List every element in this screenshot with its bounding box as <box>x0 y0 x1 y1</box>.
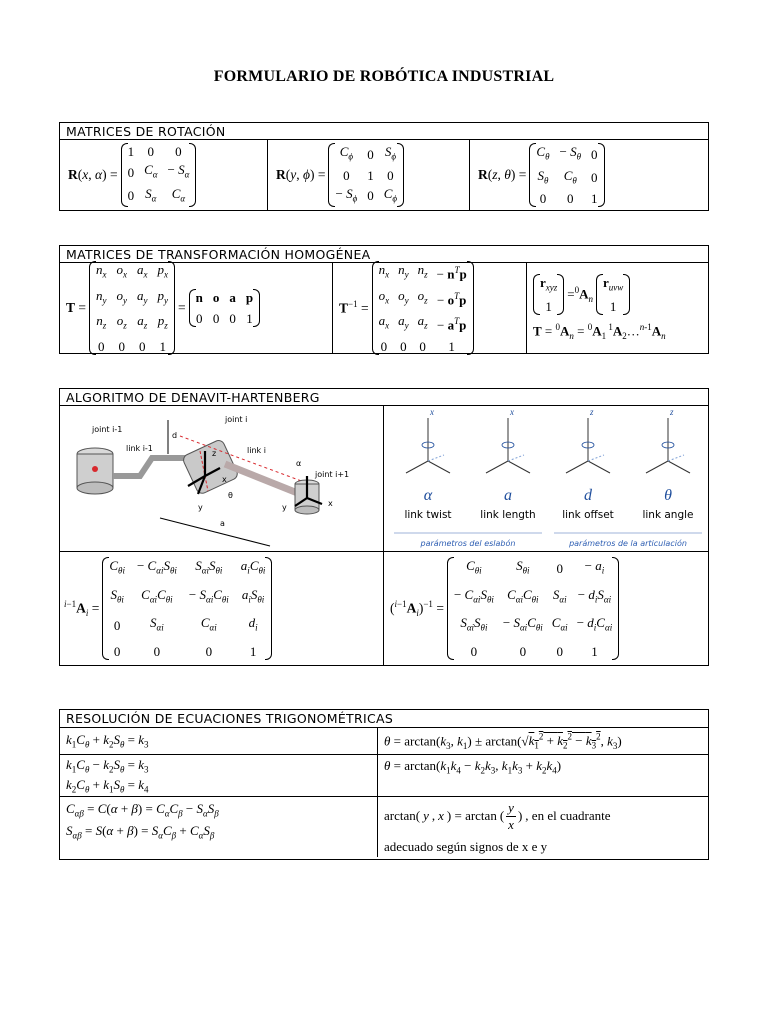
rotation-x-matrix: R(x, α) = 1 0 0 0 $C_\alpha$ − $S_\alpha$ 0 $S_\alpha$ $C_\alpha$ <box>68 144 196 206</box>
svg-text:θ: θ <box>228 490 233 500</box>
svg-text:y: y <box>282 502 287 512</box>
dh-matrix: $^{i-1}A_i$ = $C_{\theta i}$ − $C_{\alpha i}S_{\theta i}$ $S_{\alpha i}S_{\theta i}$ $a_iC_{\theta i}$ $S_{\theta i}$ $C_{\alpha i}C_{\theta i}$ − $S_{\alpha i}C_{\theta i}$ $a_iS_{\theta i}$ 0 $S_{\alpha i}$ $C_{\alpha i}$ $d_i$ 0 0 0 1 <box>64 558 272 659</box>
point-transform-eq: $r_{xyz}$ 1 $=^0A_n$ $r_{uvw}$ 1 <box>533 275 630 315</box>
svg-text:z: z <box>212 448 217 458</box>
param-theta-symbol: θ <box>664 486 672 504</box>
dh-params-diagram <box>384 406 709 552</box>
axis-label: x <box>430 406 434 417</box>
param-theta-label: link angle <box>642 508 694 521</box>
label-joint-i-1: joint i-1 <box>92 424 123 434</box>
homogeneous-section <box>59 245 709 354</box>
axis-label: x <box>510 406 514 417</box>
param-alpha-label: link twist <box>404 508 452 521</box>
param-alpha-symbol: α <box>423 486 433 504</box>
dh-matrix-cell <box>60 552 383 665</box>
param-d-symbol: d <box>584 486 592 504</box>
svg-text:x: x <box>222 474 227 484</box>
chain-product-eq: $T = ^0A_n = ^0A_1$ $^1A_2\dots^{n-1}A_n$ <box>533 322 666 342</box>
rotation-y-cell <box>267 140 469 210</box>
axis-label: z <box>590 406 594 417</box>
rotation-y-matrix: R(y, ϕ) = $C_\phi$ 0 $S_\phi$ 0 1 0 − $S_\phi$ 0 $C_\phi$ <box>276 144 404 206</box>
rotation-header: MATRICES DE ROTACIÓN <box>60 123 708 140</box>
rotation-x-cell <box>60 140 267 210</box>
quadrant-note: , en el cuadrante <box>525 808 611 823</box>
trig-row-1: $k_1C_\theta + k_2S_\theta = k_3$ $\theta = \arctan(k_3$, $k_1) \pm \arctan(√k_1^2 + k_2^2 - k_3^2$, $k_3$) <box>60 727 708 754</box>
joint-params-caption: parámetros de la articulación <box>569 538 687 548</box>
param-a-label: link length <box>480 508 536 521</box>
dh-inverse-cell <box>383 552 708 665</box>
dh-section <box>59 388 709 666</box>
svg-text:α: α <box>296 458 302 468</box>
label-joint-i: joint i <box>225 414 248 424</box>
svg-text:d: d <box>172 430 178 440</box>
robot-arm-diagram <box>60 406 383 552</box>
link-params-caption: parámetros del eslabón <box>420 538 516 548</box>
transform-t-matrix: T = $n_x$ $o_x$ $a_x$ $p_x$ $n_y$ $o_y$ $a_y$ $p_y$ $n_z$ $o_z$ $a_z$ $p_z$ 0 0 0 1 = n o a p 0 0 0 1 <box>66 262 260 354</box>
dh-header: ALGORITMO DE DENAVIT-HARTENBERG <box>60 389 708 406</box>
quadrant-note-line2: adecuado según signos de x e y <box>384 838 548 854</box>
trig-row-2: $k_1C_\theta - k_2S_\theta = k_3$ $k_2C_\theta + k_1S_\theta = k_4$ $\theta = \arctan(k_1k_4 - k_2k_3$, $k_1k_3 + k_2k_4$) <box>60 754 708 796</box>
dh-inverse-matrix: $(^{i-1}A_i)^{-1}$ = $C_{\theta i}$ $S_{\theta i}$ 0 − $a_i$ − $C_{\alpha i}S_{\theta i}$ $C_{\alpha i}C_{\theta i}$ $S_{\alpha i}$ − $d_iS_{\alpha i}$ $S_{\alpha i}S_{\theta i}$ − $S_{\alpha i}C_{\theta i}$ $C_{\alpha i}$ − $d_iC_{\alpha i}$ 0 0 0 1 <box>390 558 619 659</box>
robot-diagram-cell <box>60 406 383 551</box>
svg-text:a: a <box>220 518 225 528</box>
rotation-z-matrix: R(z, θ) = $C_\theta$ − $S_\theta$ 0 $S_\theta$ $C_\theta$ 0 0 0 1 <box>478 144 605 206</box>
homogeneous-header: MATRICES DE TRANSFORMACIÓN HOMOGÉNEA <box>60 246 708 263</box>
param-d-label: link offset <box>562 508 614 521</box>
label-link-i-1: link i-1 <box>126 443 153 453</box>
label-joint-i-plus-1: joint i+1 <box>315 469 350 479</box>
axis-label: z <box>670 406 674 417</box>
transform-t-cell <box>60 263 332 353</box>
transform-inverse-cell <box>332 263 526 353</box>
label-link-i: link i <box>247 445 266 455</box>
svg-text:y: y <box>198 502 203 512</box>
trig-header: RESOLUCIÓN DE ECUACIONES TRIGONOMÉTRICAS <box>66 711 394 726</box>
svg-text:x: x <box>328 498 333 508</box>
trig-row-3: $C_{\alpha\beta} = C(\alpha + \beta) = C_\alpha C_\beta - S_\alpha S_\beta$ $S_{\alpha\beta} = S(\alpha + \beta) = S_\alpha C_\beta + C_\alpha S_\beta$ arctan( y , x ) = arctan ( y x ) , en el cuadrante adecuado según signos de x e y <box>60 796 708 857</box>
dh-params-cell <box>383 406 709 551</box>
rotation-z-cell <box>469 140 708 210</box>
rotation-section <box>59 122 709 211</box>
transform-chain-cell <box>526 263 708 353</box>
transform-inverse-matrix: $T^{-1}$ = $n_x$ $n_y$ $n_z$ − $n^Tp$ $o_x$ $o_y$ $o_z$ − $o^Tp$ $a_x$ $a_y$ $a_z$ − $a^Tp$ 0 0 0 1 <box>339 262 474 354</box>
param-a-symbol: a <box>504 486 512 504</box>
page-title: FORMULARIO DE ROBÓTICA INDUSTRIAL <box>213 68 555 85</box>
trig-section <box>59 709 709 860</box>
